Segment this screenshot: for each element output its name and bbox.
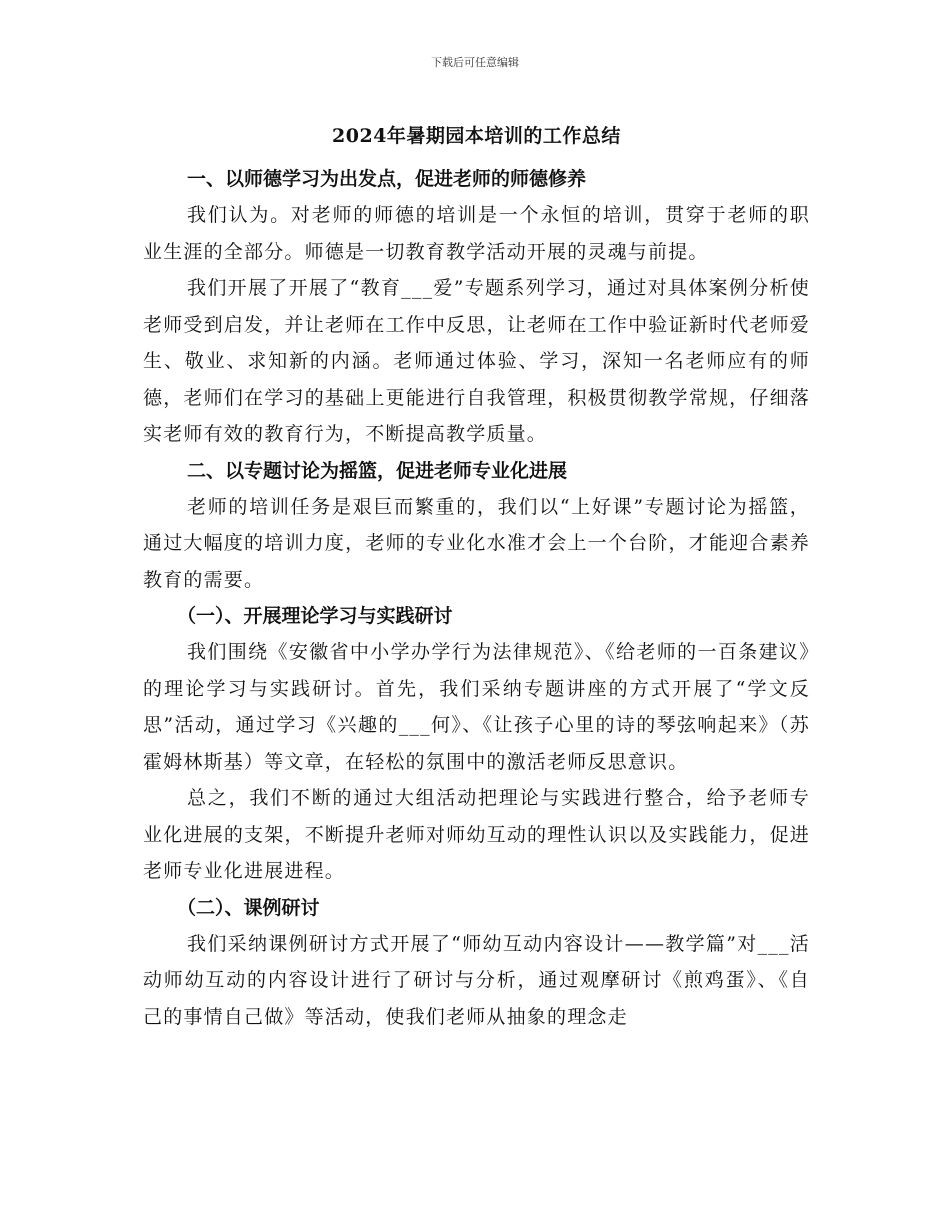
paragraph-6: 我们采纳课例研讨方式开展了“师幼互动内容设计——教学篇”对___活动师幼互动的内容设计进行了研讨与分析，通过观摩研讨《煎鸡蛋》、《自己的事情自己做》等活动，使我们老师从抽象的理念走 (143, 932, 810, 1028)
subsection-heading-2: （二）、课例研讨 (177, 896, 320, 919)
paragraph-5: 总之，我们不断的通过大组活动把理论与实践进行整合，给予老师专业化进展的支架，不断提升老师对师幼互动的理性认识以及实践能力，促进老师专业化进展进程。 (143, 787, 810, 882)
header-note: 下载后可任意编辑 (431, 56, 519, 69)
section-heading-2: 二、以专题讨论为摇篮，促进老师专业化进展 (187, 459, 568, 482)
paragraph-4: 我们围绕《安徽省中小学办学行为法律规范》、《给老师的一百条建议》的理论学习与实践研讨。首先，我们采纳专题讲座的方式开展了“学文反思”活动，通过学习《兴趣的___何》、《让孩子心里的诗的琴弦响起来》（苏霍姆林斯基）等文章，在轻松的氛围中的激活老师反思意识。 (143, 641, 810, 773)
subsection-heading-1: （一）、开展理论学习与实践研讨 (177, 605, 453, 627)
paragraph-2: 我们开展了开展了“教育___爱”专题系列学习，通过对具体案例分析使老师受到启发，并让老师在工作中反思，让老师在工作中验证新时代老师爱生、敬业、求知新的内涵。老师通过体验、学习，深知一名老师应有的师德，老师们在学习的基础上更能进行自我管理，积极贯彻教学常规，仔细落实老师有效的教育行为，不断提高教学质量。 (143, 277, 810, 445)
document-body (143, 118, 810, 1035)
document-title: 2024年暑期园本培训的工作总结 (332, 125, 621, 147)
section-heading-1: 一、以师德学习为出发点，促进老师的师德修养 (187, 168, 587, 190)
paragraph-3: 老师的培训任务是艰巨而繁重的，我们以“上好课”专题讨论为摇篮，通过大幅度的培训力度，老师的专业化水准才会上一个台阶，才能迎合素养教育的需要。 (143, 495, 810, 591)
paragraph-1: 我们认为。对老师的师德的培训是一个永恒的培训，贯穿于老师的职业生涯的全部分。师德是一切教育教学活动开展的灵魂与前提。 (143, 204, 810, 263)
